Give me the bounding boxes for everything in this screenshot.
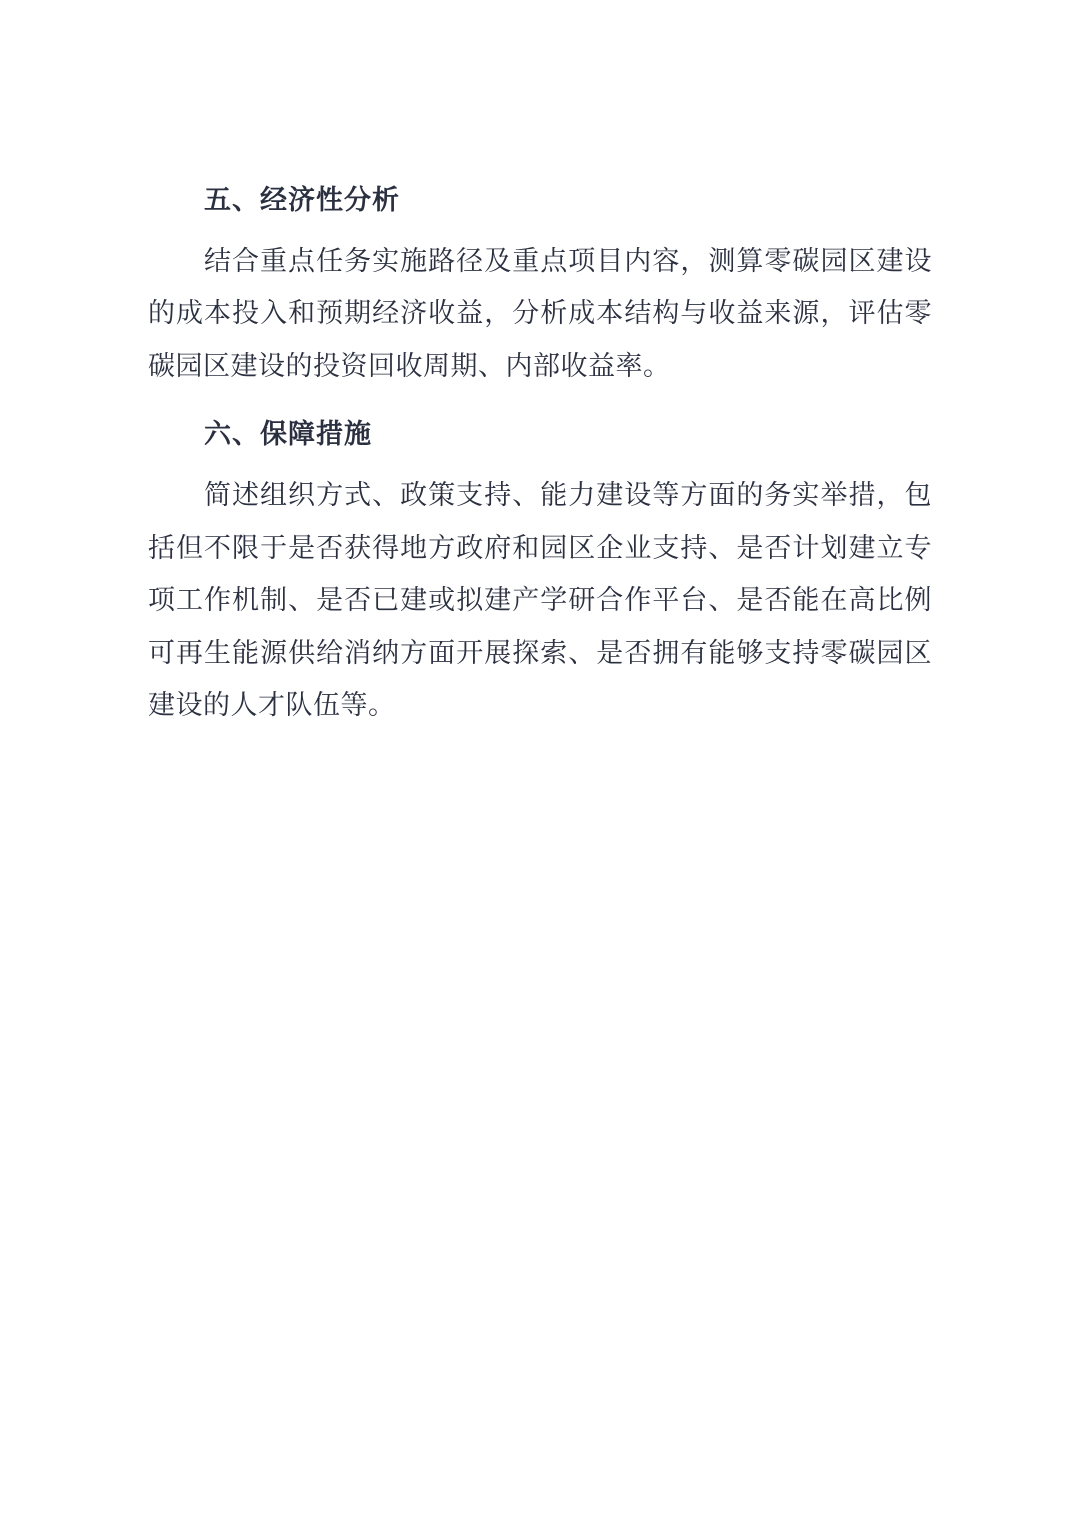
section-heading-safeguard-measures: 六、保障措施 — [204, 419, 372, 450]
section-economic-analysis — [148, 180, 932, 392]
section-safeguard-measures — [148, 414, 932, 732]
section-heading-economic-analysis: 五、经济性分析 — [204, 185, 400, 215]
section-body-economic-analysis: 结合重点任务实施路径及重点项目内容，测算零碳园区建设的成本投入和预期经济收益，分析成本结构与收益来源，评估零碳园区建设的投资回收周期、内部收益率。 — [148, 245, 932, 381]
section-body-safeguard-measures: 简述组织方式、政策支持、能力建设等方面的务实举措，包括但不限于是否获得地方政府和园区企业支持、是否计划建立专项工作机制、是否已建或拟建产学研合作平台、是否能在高比例可再生能源供给消纳方面开展探索、是否拥有能够支持零碳园区建设的人才队伍等。 — [148, 479, 932, 721]
